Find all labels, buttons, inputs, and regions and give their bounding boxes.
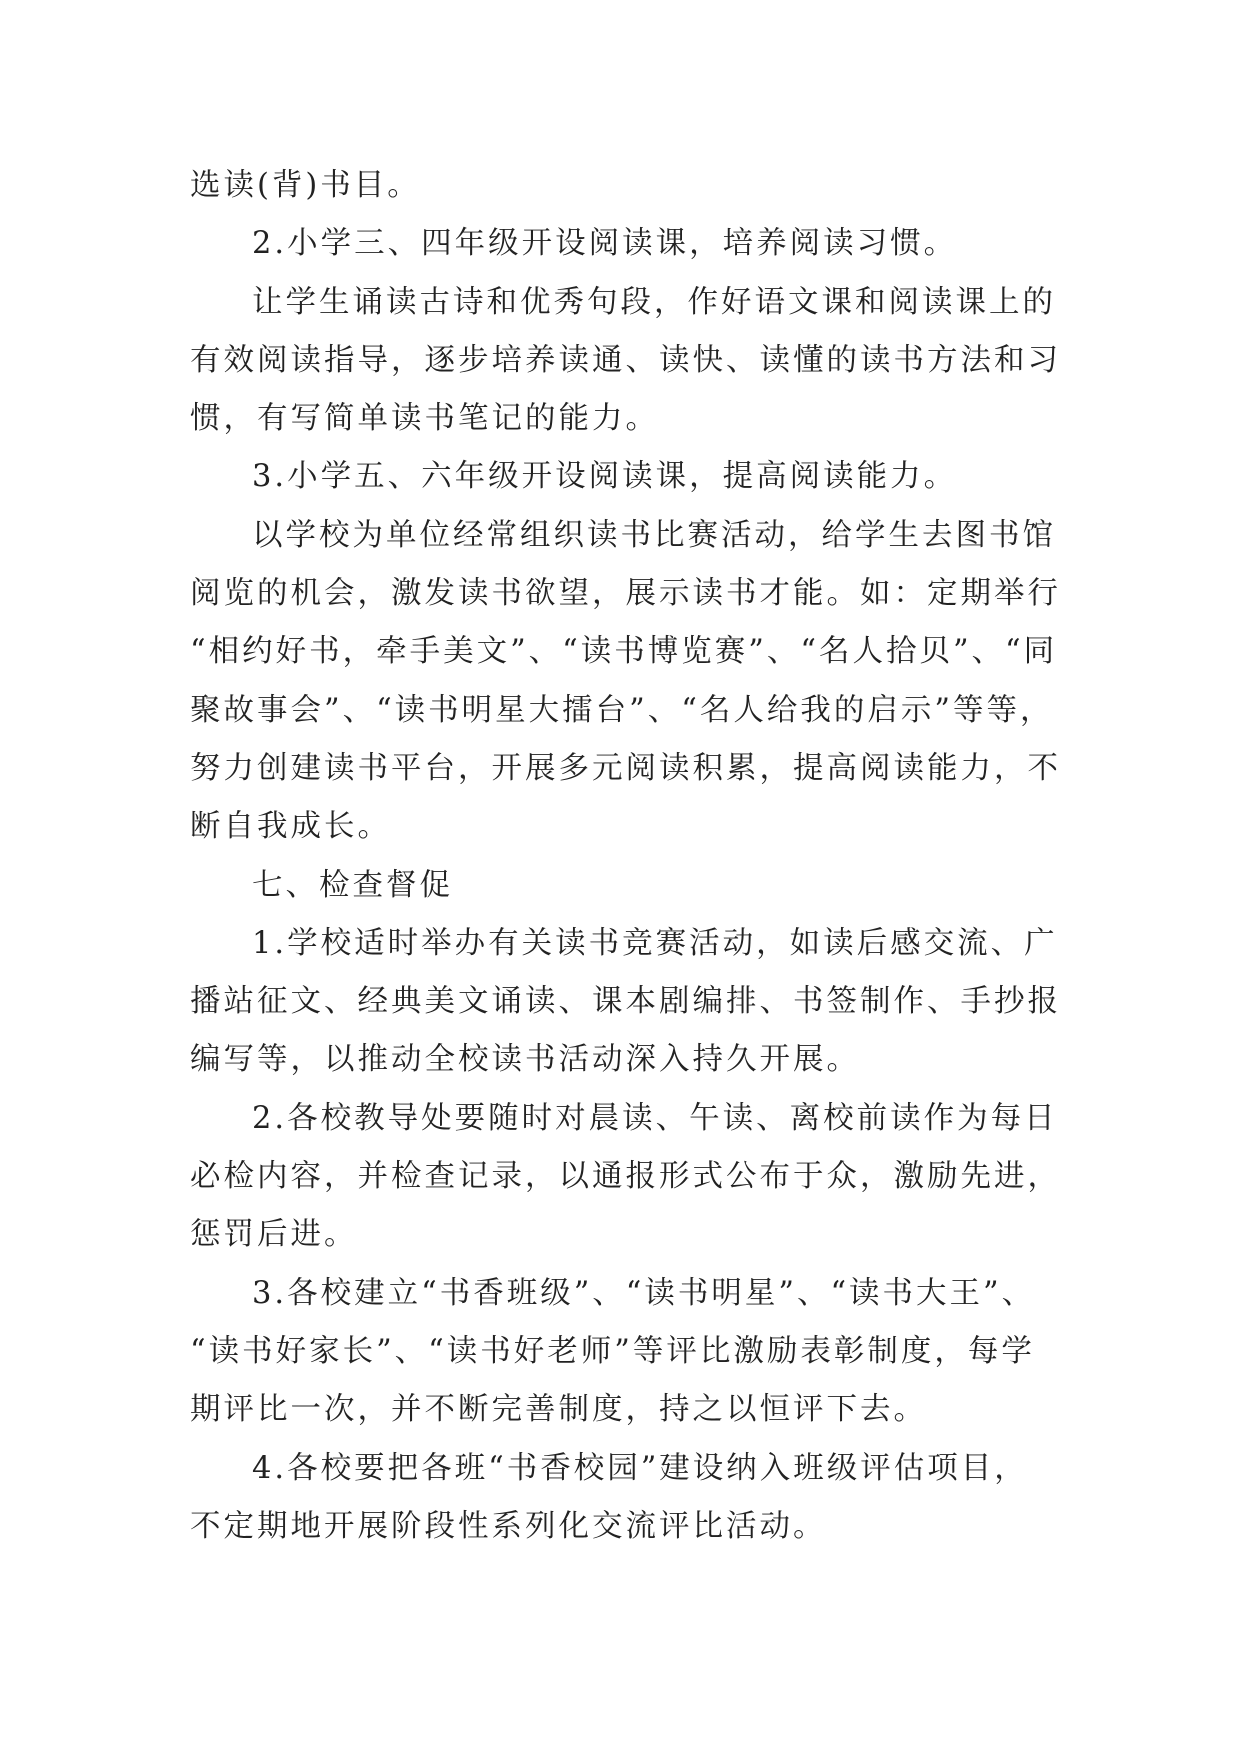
text-line: 2.小学三、四年级开设阅读课，培养阅读习惯。 [252,226,958,262]
text-line: 2.各校教导处要随时对晨读、午读、离校前读作为每日 [252,1100,1058,1136]
text-line: 以学校为单位经常组织读书比赛活动，给学生去图书馆 [252,517,1056,553]
text-line: “相约好书，牵手美文”、“读书博览赛”、“名人拾贝”、“同 [190,634,1058,670]
section-heading: 七、检查督促 [252,867,453,903]
text-line: 选读(背)书目。 [190,168,421,203]
text-line: 惯，有写简单读书笔记的能力。 [190,401,659,437]
text-line: 惩罚后进。 [190,1217,358,1253]
text-line: 播站征文、经典美文诵读、课本剧编排、书签制作、手抄报 [190,984,1061,1020]
text-line: 聚故事会”、“读书明星大擂台”、“名人给我的启示”等等， [190,692,1054,728]
document-body [190,157,1061,1556]
text-line: 编写等，以推动全校读书活动深入持久开展。 [190,1042,860,1078]
text-line: 1.学校适时举办有关读书竞赛活动，如读后感交流、广 [252,925,1058,961]
text-line: 4.各校要把各班“书香校园”建设纳入班级评估项目， [252,1450,1028,1486]
text-line: 3.小学五、六年级开设阅读课，提高阅读能力。 [252,459,958,495]
text-line: 期评比一次，并不断完善制度，持之以恒评下去。 [190,1392,927,1428]
text-line: 努力创建读书平台，开展多元阅读积累，提高阅读能力，不 [190,750,1061,786]
text-line: 让学生诵读古诗和优秀句段，作好语文课和阅读课上的 [252,284,1056,320]
text-line: 不定期地开展阶段性系列化交流评比活动。 [190,1508,827,1544]
text-line: 有效阅读指导，逐步培养读通、读快、读懂的读书方法和习 [190,342,1061,378]
text-line: “读书好家长”、“读书好老师”等评比激励表彰制度，每学 [190,1333,1035,1369]
text-line: 阅览的机会，激发读书欲望，展示读书才能。如：定期举行 [190,576,1061,612]
text-line: 3.各校建立“书香班级”、“读书明星”、“读书大王”、 [252,1275,1036,1311]
text-line: 必检内容，并检查记录，以通报形式公布于众，激励先进， [190,1159,1061,1195]
text-line: 断自我成长。 [190,809,391,845]
